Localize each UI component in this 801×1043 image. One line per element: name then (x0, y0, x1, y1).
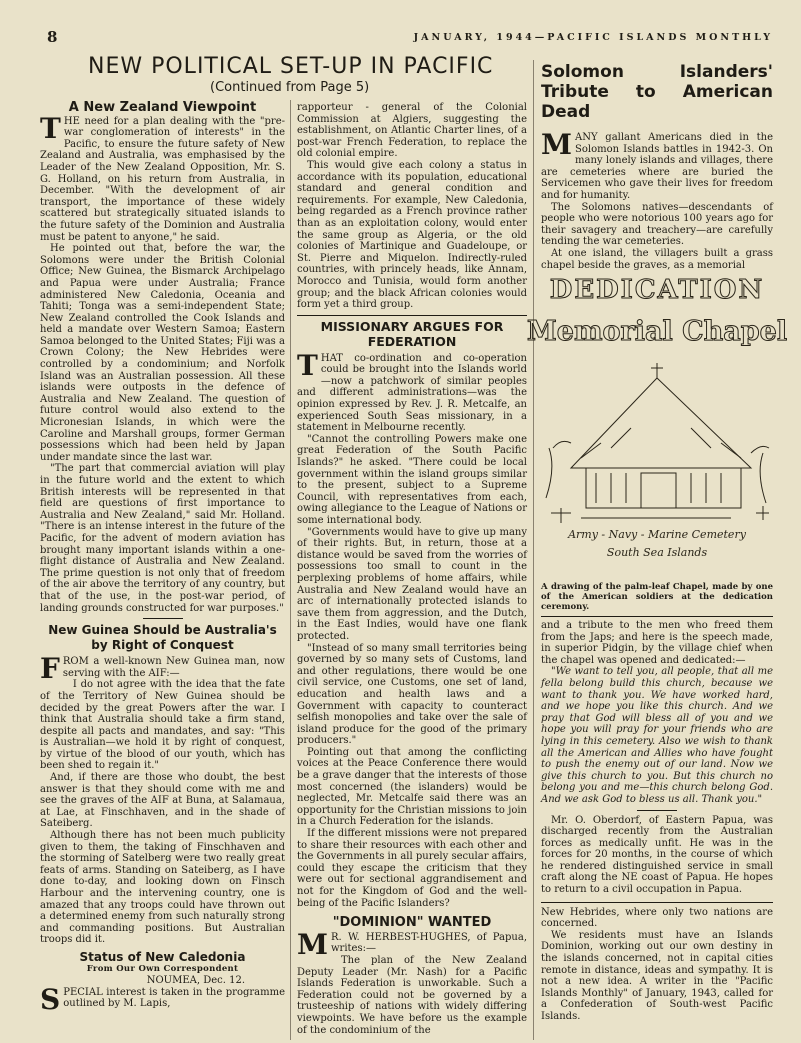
section-heading: Status of New Caledonia (79, 949, 246, 964)
divider (637, 810, 677, 811)
column-3-lower (541, 582, 773, 1023)
paragraph: The plan of the New Zealand Deputy Leader (Mr. Nash) for a Pacific Islands Federation is unworkable. Such a Federation could not be governed by a trusteeship of nations with widely differing viewpoints. We have before us the example of the condominium of the (297, 954, 527, 1036)
column-1 (40, 100, 285, 1016)
paragraph: The Solomons natives—descendants of people who were notorious 100 years ago for their savagery and treachery—are carefully tending the war cemeteries. (541, 201, 773, 248)
drop-cap: M (297, 927, 328, 961)
continued-note: (Continued from Page 5) (210, 80, 370, 95)
chapel-illustration (526, 268, 788, 568)
sign-line-1: Army - Navy - Marine Cemetery (568, 528, 746, 541)
paragraph: At one island, the villagers built a grass chapel beside the graves, as a memorial (541, 247, 773, 271)
section-heading: "DOMINION" WANTED (332, 915, 492, 931)
paragraph: rapporteur - general of the Colonial Commission at Algiers, suggesting the establishment, on Atlantic Charter lines, of a post-war French Federation, to replace the old colonial empire. (297, 102, 527, 160)
column-2 (297, 102, 527, 1036)
page-header (47, 28, 773, 46)
byline: From Our Own Correspondent (86, 963, 239, 974)
paragraph: Mr. O. Oberdorf, of Eastern Papua, was discharged recently from the Australian forces as medically unfit. He was in the forces for 20 months, in the course of which he rendered distinguished service in small craft along the NE coast of Papua. He hopes to return to a civil occupation in Papua. (541, 814, 773, 896)
paragraph: He pointed out that, before the war, the Solomons were under the British Colonial Office; New Guinea, the Bismarck Archipelago and Papua were under Australia; France administered New Caledonia, Oceania and Tahiti; Tonga was a semi-independent State; New Zealand controlled the Cook Islands and held a mandate over Western Samoa; Eastern Samoa belonged to the United States; Fiji was a Crown Colony; the New Hebrides were controlled by a condominium; and Norfolk Island was an Australian possession. All these islands were outposts in the defence of Australia and New Zealand. The question of future control would also extend to the Micronesian Islands, in which were the Caroline and Marshall groups, former German possessions which had been held by Japan under mandate since the last war. (40, 243, 285, 463)
paragraph (297, 348, 527, 434)
column-rule (290, 100, 291, 1040)
paragraph: "Instead of so many small territories being governed by so many sets of Customs, land and other regulations, there would be one civil service, one Customs, one set of land, education and health laws and a Government with capacity to counteract selfish monopolies and take over the sale of island produce for the good of the primary producers." (297, 642, 527, 747)
column-3 (541, 62, 773, 271)
paragraph (541, 128, 773, 202)
drop-cap: M (541, 128, 572, 161)
paragraph (40, 652, 285, 686)
paragraph: Pointing out that among the conflicting voices at the Peace Conference there would be a grave danger that the interests of those most concerned (the islanders) would be neglected, Mr. Metcalfe said there was an opportunity for the Christian missions to join in a Church Federation for the islands. (297, 746, 527, 828)
illustration-caption: A drawing of the palm-leaf Chapel, made by one of the American soldiers at the dedication ceremony. (541, 582, 773, 612)
paragraph: New Hebrides, where only two nations are concerned. (541, 906, 773, 930)
paragraph: If the different missions were not prepared to share their resources with each other and the Governments in all purely secular affairs, could they escape the criticism that they were out for sectional aggrandisement and not for the Kingdom of God and the well-being of the Pacific Islanders? (297, 828, 527, 909)
paragraph: And, if there are those who doubt, the best answer is that they should come with me and see the graves of the AIF at Buna, at Salamaua, at Lae, at Finschhaven, and in the shade of Sateiberg. (40, 772, 285, 830)
article-title: NEW POLITICAL SET-UP IN PACIFIC (88, 54, 494, 79)
divider (143, 618, 183, 619)
section-heading: New Guinea Should be Australia's by Right of Conquest (48, 623, 277, 653)
page-number: 8 (47, 28, 58, 46)
divider (541, 902, 773, 903)
paragraph: and a tribute to the men who freed them from the Japs; and here is the speech made, in superior Pidgin, by the village chief when the chapel was opened and dedicated:— (541, 620, 773, 666)
paragraph: "The part that commercial aviation will play in the future world and the extent to which British interests will be represented in that field are questions of first importance to Australia and New Zealand," said Mr. Holland. "There is an intense interest in the future of the Pacific, for the advent of modern aviation has brought many important islands within a one-flight distance of Australia and New Zealand. The prime question is not only that of freedom of the air above the territory of any country, but that of the use, in the post-war period, of landing grounds constructed for war purposes." (40, 463, 285, 614)
section-heading: A New Zealand Viewpoint (68, 100, 257, 115)
chapel-drawing (526, 268, 788, 568)
paragraph: "Cannot the controlling Powers make one great Federation of the South Pacific Islands?" he asked. "There could be local government within the island groups similar to the present, subject to a Supreme Council, with representatives from each, owing allegiance to the League of Nations or some international body. (297, 433, 527, 526)
drop-cap: T (297, 348, 318, 382)
paragraph (40, 982, 285, 1016)
dateline: NOUMEA, Dec. 12. (146, 975, 245, 987)
column-rule (533, 60, 534, 1040)
paragraph: This would give each colony a status in accordance with its population, educational standard and general condition and requirements. For example, New Caledonia, being regarded as a French province rather than as an exploitation colony, would enter the same group as Algeria, or the old colonies of Martinique and Guadeloupe, or St. Pierre and Miquelon. Indirectly-ruled countries, with princely heads, like Annam, Morocco and Tunisia, would form another group; and the black African colonies would form yet a third group. (297, 159, 527, 311)
divider (297, 315, 527, 316)
drop-cap: S (40, 982, 61, 1016)
paragraph-text: HAT co-ordination and co-operation could be brought into the Islands world—now a patchwork of similar peoples and different administrations—was the opinion expressed by Rev. J. R. Metcalfe, an experienced South Seas missionary, in a statement in Melbourne recently. (297, 352, 527, 434)
paragraph: I do not agree with the idea that the fate of the Territory of New Guinea should be decided by the great Powers after the war. I think that Australia should take a firm stand, despite all pacts and mandates, and say: "This is Australian—we hold it by right of conquest, by virtue of the blood of our youth, which has been shed to regain it." (40, 679, 285, 772)
running-head: JANUARY, 1944—PACIFIC ISLANDS MONTHLY (413, 32, 773, 43)
illustration-title-2: Memorial Chapel (526, 316, 788, 347)
paragraph-text: ANY gallant Americans died in the Solomon Islands battles in 1942-3. On many lonely islands and villages, there are cemeteries where are buried the Servicemen who gave their lives for freedom and for humanity. (541, 132, 773, 201)
chapel-sketch (546, 363, 769, 523)
paragraph: We residents must have an Islands Dominion, working out our own destiny in the islands concerned, not in capital cities remote in distance, ideas and sympathy. It is not a new idea. A writer in the "Pacific Islands Monthly" of January, 1943, called for a Confederation of South-west Pacific Islands. (541, 929, 773, 1022)
paragraph-text: ROM a well-known New Guinea man, now serving with the AIF:— (62, 656, 285, 679)
paragraph: Although there has not been much publicity given to them, the taking of Finschhaven and the storming of Satelberg were two really great feats of arms. Standing on Sateiberg, as I have done to-day, and looking down on Finsch Harbour and the intervening country, one is amazed that any troops could have thrown out a determined enemy from such naturally strong and commanding positions. But Australian troops did it. (40, 830, 285, 946)
divider (541, 616, 773, 617)
paragraph (40, 111, 285, 244)
illustration-title-1: DEDICATION (549, 275, 765, 305)
paragraph-text: HE need for a plan dealing with the "pre-war conglomeration of interests" in the Pacific, to ensure the future safety of New Zealand and Australia, was emphasised by the Leader of the New Zealand Opposition, Mr. S. G. Holland, on his return from Australia, in December. "With the development of air transport, the importance of these widely scattered but strategically situated islands to the future safety of the Dominion and Australia must be patent to anyone," he said. (40, 115, 285, 243)
drop-cap: T (40, 111, 61, 145)
section-heading: Solomon Islanders' Tribute to American Dead (541, 62, 773, 122)
section-heading: MISSIONARY ARGUES FOR FEDERATION (320, 318, 504, 349)
sign-line-2: South Sea Islands (606, 546, 708, 559)
drop-cap: F (40, 652, 60, 686)
paragraph (297, 927, 527, 961)
paragraph: "Governments would have to give up many of their rights. But, in return, those at a distance would be saved from the worries of possessions too small to count in the perplexing problems of home affairs, while Australia and New Zealand would have an arc of internationally protected islands to save them from aggression, and the Dutch, in the East Indies, would have one flank protected. (297, 526, 527, 642)
paragraph-text: R. W. HERBEST-HUGHES, of Papua, writes:— (331, 931, 527, 955)
paragraph-text: PECIAL interest is taken in the programme outlined by M. Lapis, (63, 986, 285, 1010)
quote-paragraph: "We want to tell you, all people, that all me fella belong build this church, because we want to thank you. We have worked hard, and we hope you like this church. And we pray that God will bless all of you and we hope you will pray for your friends who are lying in this cemetery. Also we wish to thank all the American and Allies who have fought to push the enemy out of our land. Now we give this church to you. But this church no belong you and me—this church belong God. And we ask God to bless us all. Thank you." (541, 666, 773, 805)
